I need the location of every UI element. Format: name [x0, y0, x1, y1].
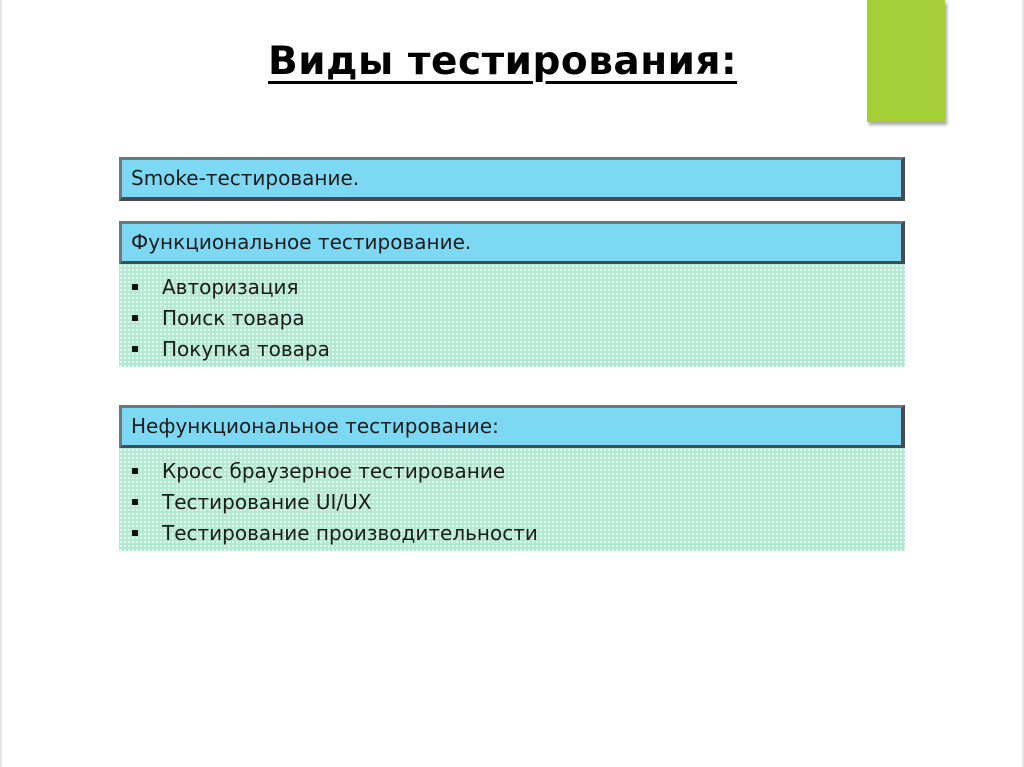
section-heading-smoke: Smoke-тестирование. — [119, 157, 905, 201]
list-item — [132, 302, 905, 333]
list-item — [132, 455, 905, 486]
list-item-label: Покупка товара — [162, 336, 330, 361]
nonfunctional-list — [132, 455, 905, 548]
list-item-label: Поиск товара — [162, 305, 305, 330]
square-bullet-icon — [132, 315, 138, 321]
square-bullet-icon — [132, 284, 138, 290]
square-bullet-icon — [132, 346, 138, 352]
list-item — [132, 333, 905, 364]
list-item-label: Тестирование производительности — [162, 520, 538, 545]
functional-list — [132, 271, 905, 364]
slide-title: Виды тестирования: — [268, 39, 738, 84]
nonfunctional-list-box — [119, 448, 905, 551]
slide-left-edge — [0, 0, 2, 767]
section-heading-functional: Функциональное тестирование. — [119, 221, 905, 265]
list-item-label: Кросс браузерное тестирование — [162, 458, 506, 483]
list-item-label: Тестирование UI/UX — [162, 489, 372, 514]
square-bullet-icon — [132, 530, 138, 536]
list-item-label: Авторизация — [162, 274, 299, 299]
list-item — [132, 517, 905, 548]
green-accent-block — [867, 0, 945, 122]
functional-list-box — [119, 264, 905, 367]
section-heading-nonfunctional: Нефункциональное тестирование: — [119, 405, 905, 449]
square-bullet-icon — [132, 468, 138, 474]
square-bullet-icon — [132, 499, 138, 505]
list-item — [132, 486, 905, 517]
list-item — [132, 271, 905, 302]
